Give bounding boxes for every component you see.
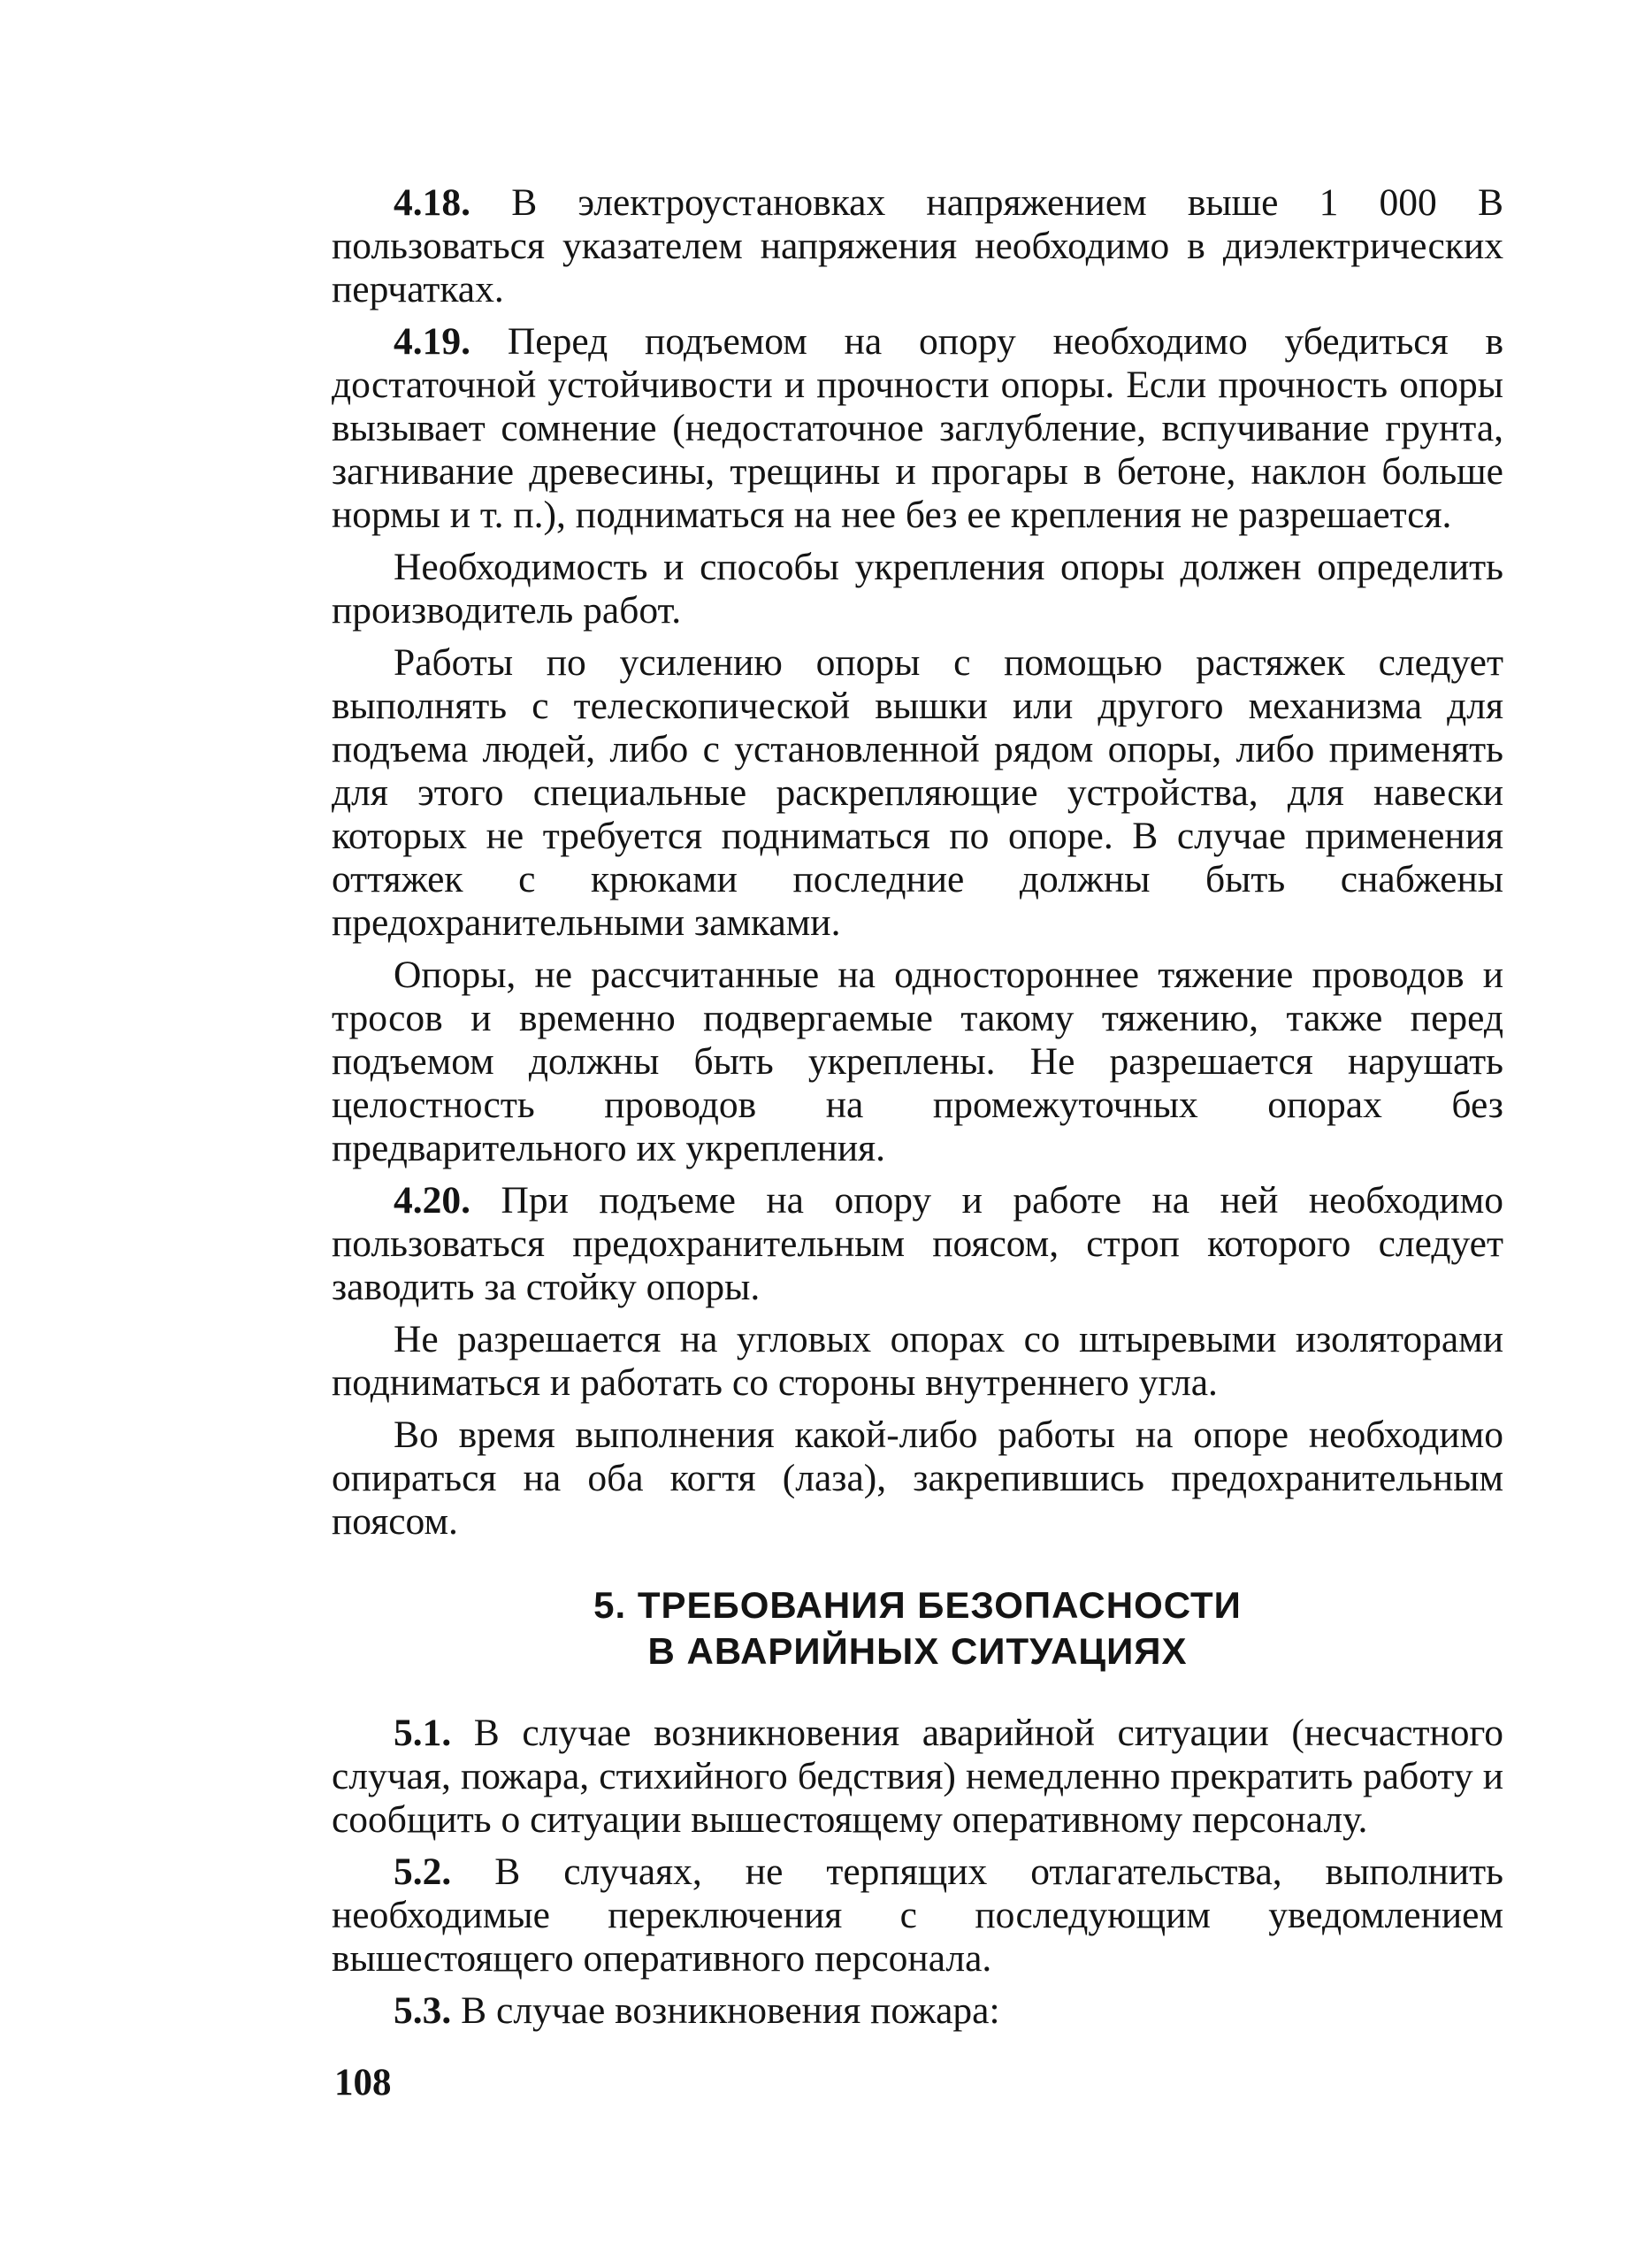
paragraph-text: При подъеме на опору и работе на ней необходимо пользоваться предохранительным поясом, строп которого следует заводить за стойку опоры. [332, 1179, 1503, 1308]
paragraph-5-2 [332, 1850, 1503, 1981]
paragraph-text: В электроустановках напряжением выше 1 000 В пользоваться указателем напряжения необходимо в диэлектрических перчатках. [332, 181, 1503, 310]
clause-number: 4.18. [394, 181, 470, 224]
section-heading-line-2: В АВАРИЙНЫХ СИТУАЦИЯХ [647, 1630, 1188, 1672]
paragraph-one-sided-tension [332, 954, 1503, 1170]
section-heading [332, 1582, 1503, 1674]
paragraph-5-3 [332, 1989, 1503, 2033]
paragraph-text: Необходимость и способы укрепления опоры должен определить производитель работ. [332, 546, 1503, 632]
paragraph-text: Во время выполнения какой-либо работы на опоре необходимо опираться на оба когтя (лаза), закрепившись предохранительным поясом. [332, 1414, 1503, 1543]
paragraph-text: Опоры, не рассчитанные на одностороннее тяжение проводов и тросов и временно подвергаемые такому тяжению, также перед подъемом должны быть укреплены. Не разрешается нарушать целостность проводов на промежуточных опорах без предварительного их укрепления. [332, 954, 1503, 1169]
paragraph-text: В случае возникновения пожара: [451, 1989, 1000, 2032]
paragraph-text: В случаях, не терпящих отлагательства, выполнить необходимые переключения с последующим уведомлением вышестоящего оперативного персонала. [332, 1850, 1503, 1980]
paragraph-corner-supports [332, 1318, 1503, 1405]
paragraph-climbers [332, 1414, 1503, 1544]
paragraph-text: Не разрешается на угловых опорах со штыревыми изоляторами подниматься и работать со стороны внутреннего угла. [332, 1318, 1503, 1404]
paragraph-4-20 [332, 1179, 1503, 1309]
paragraph-text: В случае возникновения аварийной ситуации (несчастного случая, пожара, стихийного бедствия) немедленно прекратить работу и сообщить о ситуации вышестоящему оперативному персоналу. [332, 1712, 1503, 1841]
paragraph-text: Перед подъемом на опору необходимо убедиться в достаточной устойчивости и прочности опоры. Если прочность опоры вызывает сомнение (недостаточное заглубление, вспучивание грунта, загнивание древесины, трещины и прогары в бетоне, наклон больше нормы и т. п.), подниматься на нее без ее крепления не разрешается. [332, 320, 1503, 536]
paragraph-5-1 [332, 1712, 1503, 1842]
page-content [332, 181, 1503, 2033]
paragraph-text: Работы по усилению опоры с помощью растяжек следует выполнять с телескопической вышки или другого механизма для подъема людей, либо с установленной рядом опоры, либо применять для этого специальные раскрепляющие устройства, для навески которых не требуется подниматься по опоре. В случае применения оттяжек с крюками последние должны быть снабжены предохранительными замками. [332, 641, 1503, 944]
clause-number: 4.20. [394, 1179, 470, 1222]
clause-number: 5.2. [394, 1850, 452, 1893]
section-heading-line-1: 5. ТРЕБОВАНИЯ БЕЗОПАСНОСТИ [593, 1584, 1242, 1626]
clause-number: 4.19. [394, 320, 470, 363]
paragraph-guy-wires [332, 641, 1503, 945]
page-number: 108 [334, 2062, 392, 2103]
clause-number: 5.1. [394, 1712, 452, 1754]
clause-number: 5.3. [394, 1989, 452, 2032]
paragraph-4-18 [332, 181, 1503, 311]
paragraph-reinforcement [332, 546, 1503, 632]
paragraph-4-19 [332, 320, 1503, 537]
